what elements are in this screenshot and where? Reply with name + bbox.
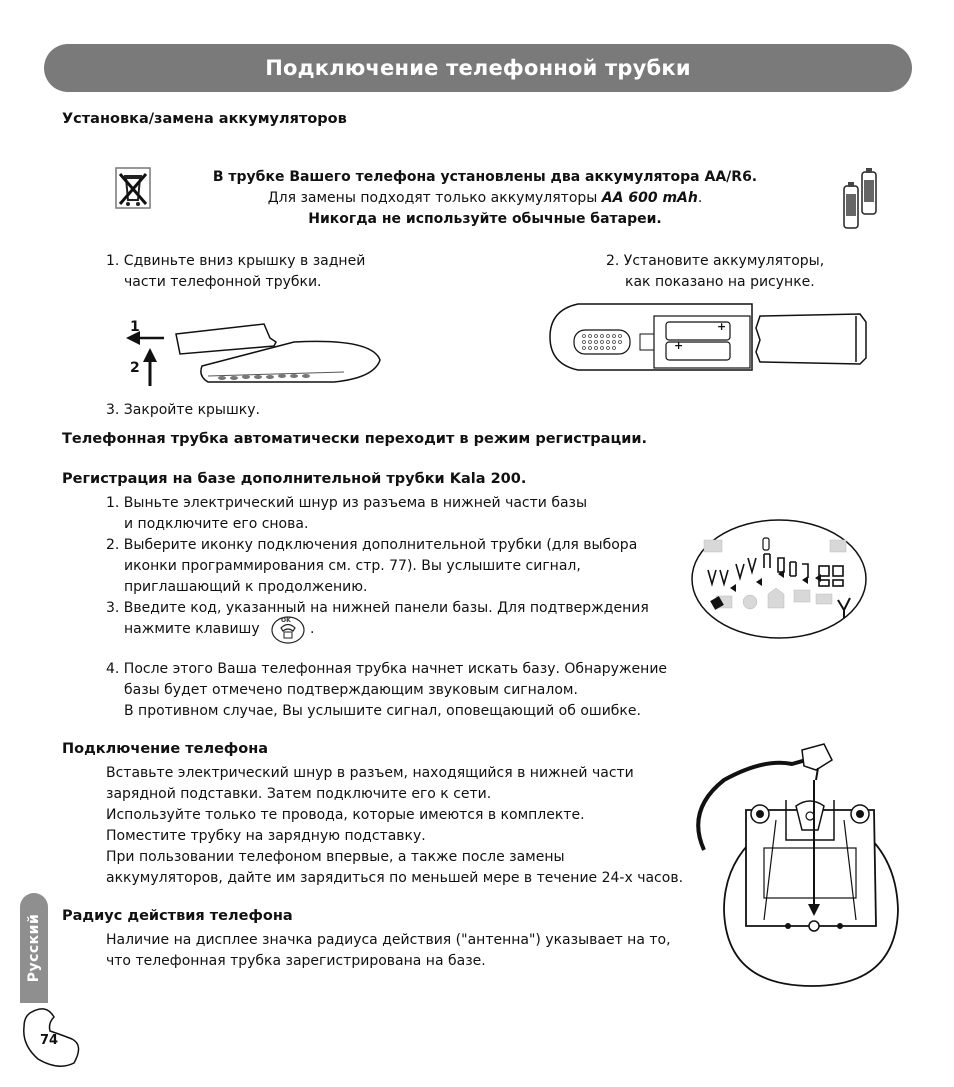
range-line: что телефонная трубка зарегистрирована на базе.: [106, 953, 486, 969]
language-label: Русский: [26, 913, 42, 983]
registration-line: иконки программирования см. стр. 77). Вы услышите сигнал,: [124, 558, 581, 574]
connection-line: При пользовании телефоном впервые, а также после замены: [106, 849, 565, 865]
notice-line-3: Никогда не используйте обычные батареи.: [308, 211, 662, 227]
registration-line: приглашающий к продолжению.: [124, 579, 368, 595]
lcd-display-illustration: [690, 518, 868, 640]
registration-line: нажмите клавишу: [124, 621, 260, 637]
connection-line: зарядной подставки. Затем подключите его к сети.: [106, 786, 492, 802]
step1-line1: 1. Сдвиньте вниз крышку в задней: [106, 253, 366, 269]
registration-line: 3. Введите код, указанный на нижней панели базы. Для подтверждения: [106, 600, 649, 616]
connection-heading: Подключение телефона: [62, 741, 269, 757]
handset-cover-illustration: [124, 316, 386, 388]
range-heading: Радиус действия телефона: [62, 908, 293, 924]
registration-line: 4. После этого Ваша телефонная трубка начнет искать базу. Обнаружение: [106, 661, 668, 677]
notice-line-1: В трубке Вашего телефона установлены два аккумулятора AA/R6.: [212, 169, 758, 185]
notice-line-2: [180, 188, 790, 209]
no-trash-bin-icon: [112, 166, 154, 212]
connection-line: Поместите трубку на зарядную подставку.: [106, 828, 426, 844]
step3: 3. Закройте крышку.: [106, 402, 260, 418]
notice-line-2-prefix: Для замены подходят только аккумуляторы: [267, 190, 602, 206]
range-line: Наличие на дисплее значка радиуса действия ("антенна") указывает на то,: [106, 932, 671, 948]
registration-line: 1. Выньте электрический шнур из разъема в нижней части базы: [106, 495, 588, 511]
ok-key-label: OK: [281, 617, 291, 624]
registration-line: базы будет отмечено подтверждающим звуковым сигналом.: [124, 682, 578, 698]
auto-registration-note: Телефонная трубка автоматически переходит в режим регистрации.: [62, 431, 648, 447]
connection-line: Используйте только те провода, которые имеются в комплекте.: [106, 807, 585, 823]
registration-line: .: [310, 621, 315, 637]
notice-line-2-suffix: .: [697, 190, 703, 206]
notice-line-2-emph: AA 600 mAh: [601, 190, 698, 206]
handset-batteries-illustration: [548, 300, 880, 374]
batteries-icon: [832, 164, 892, 232]
registration-heading: Регистрация на базе дополнительной трубки Kala 200.: [62, 471, 527, 487]
page-title: Подключение телефонной трубки: [265, 56, 691, 80]
registration-line: 2. Выберите иконку подключения дополнительной трубки (для выбора: [106, 537, 638, 553]
registration-line: В противном случае, Вы услышите сигнал, оповещающий об ошибке.: [124, 703, 641, 719]
battery-section-heading: Установка/замена аккумуляторов: [62, 111, 347, 127]
battery-plus-1: +: [717, 320, 727, 333]
step2-line1: 2. Установите аккумуляторы,: [606, 253, 825, 269]
step2-line2: как показано на рисунке.: [625, 274, 815, 290]
header-banner: [44, 44, 912, 92]
connection-line: аккумуляторов, дайте им зарядиться по меньшей мере в течение 24-х часов.: [106, 870, 684, 886]
arrow-label-1: 1: [130, 319, 140, 335]
connection-line: Вставьте электрический шнур в разъем, находящийся в нижней части: [106, 765, 634, 781]
arrow-label-2: 2: [130, 360, 140, 376]
language-tab-label: [20, 893, 48, 1003]
page-number: 74: [40, 1033, 59, 1048]
step1-line2: части телефонной трубки.: [124, 274, 322, 290]
registration-line: и подключите его снова.: [124, 516, 309, 532]
battery-plus-2: +: [674, 339, 684, 352]
charging-base-illustration: [684, 740, 904, 990]
